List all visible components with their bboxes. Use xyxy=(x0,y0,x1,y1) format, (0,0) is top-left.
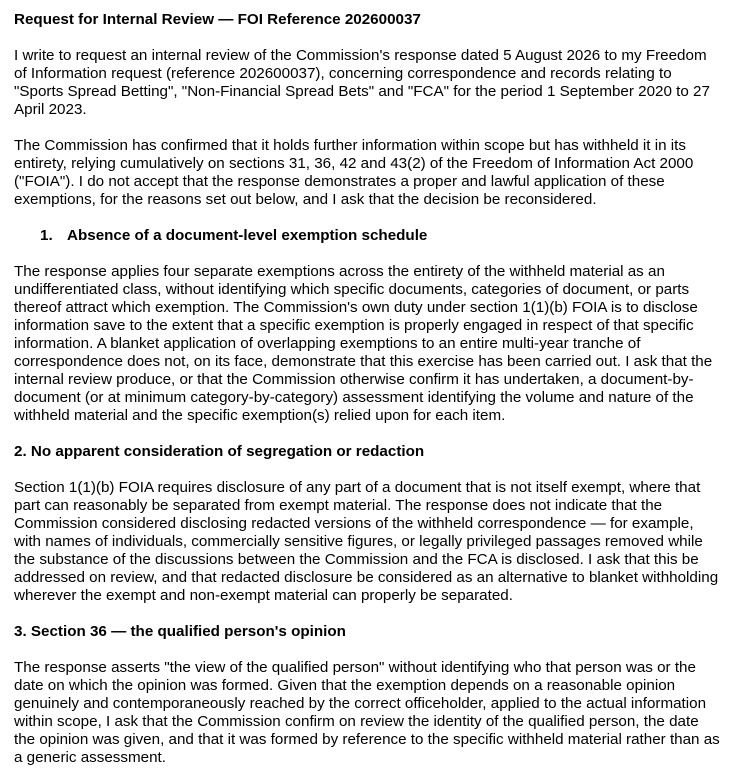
section-1-body: The response applies four separate exemptions across the entirety of the withheld material as an undifferentiated class, without identifying which specific documents, categories of document, or parts thereof attract which exemption. The Commission's own duty under section 1(1)(b) FOIA is to disclose information save to the extent that a specific exemption is properly engaged in respect of that specific information. A blanket application of overlapping exemptions to an entire multi-year tranche of correspondence does not, on its face, demonstrate that this exercise has been carried out. I ask that the internal review produce, or that the Commission otherwise confirm it has undertaken, a document-by-document (or at minimum category-by-category) assessment identifying the volume and nature of the withheld material and the specific exemption(s) relied upon for each item. xyxy=(14,263,713,424)
section-1-title: Absence of a document-level exemption schedule xyxy=(67,227,428,244)
section-2-title: No apparent consideration of segregation or redaction xyxy=(30,443,425,460)
intro-paragraph-1: I write to request an internal review of the Commission's response dated 5 August 2026 to my Freedom of Information request (reference 202600037), concerning correspondence and records relating to "Sports Spread Betting", "Non-Financial Spread Bets" and "FCA" for the period 1 September 2020 to 27 April 2023. xyxy=(14,47,710,118)
section-2-body: Section 1(1)(b) FOIA requires disclosure of any part of a document that is not itself exempt, where that part can reasonably be separated from exempt material. The response does not indicate that the Commission considered disclosing redacted versions of the withheld correspondence — for example, with names of individuals, commercially sensitive figures, or legally privileged passages removed while the substance of the discussions between the Commission and the FCA is disclosed. I ask that this be addressed on review, and that redacted disclosure be considered as an alternative to blanket withholding wherever the exempt and non-exempt material can properly be separated. xyxy=(14,479,719,604)
section-3-title: Section 36 — the qualified person's opinion xyxy=(30,623,346,640)
document-title: Request for Internal Review — FOI Reference 202600037 xyxy=(14,11,421,28)
section-1-heading xyxy=(14,227,723,245)
section-2-number: 2. xyxy=(14,443,27,460)
intro-paragraph-2: The Commission has confirmed that it holds further information within scope but has withheld it in its entirety, relying cumulatively on sections 31, 36, 42 and 43(2) of the Freedom of Information Act 2000 ("FOIA"). I do not accept that the response demonstrates a proper and lawful application of these exemptions, for the reasons set out below, and I ask that the decision be reconsidered. xyxy=(14,137,694,208)
section-2-heading xyxy=(14,443,723,461)
section-3-heading xyxy=(14,623,723,641)
section-3-number: 3. xyxy=(14,623,27,640)
section-1-number: 1. xyxy=(40,227,53,244)
section-3-body: The response asserts "the view of the qualified person" without identifying who that person was or the date on which the opinion was formed. Given that the exemption depends on a reasonable opinion genuinely and contemporaneously reached by the correct officeholder, applied to the actual information within scope, I ask that the Commission confirm on review the identity of the qualified person, the date the opinion was given, and that it was formed by reference to the specific withheld material rather than as a generic assessment. xyxy=(14,659,720,766)
